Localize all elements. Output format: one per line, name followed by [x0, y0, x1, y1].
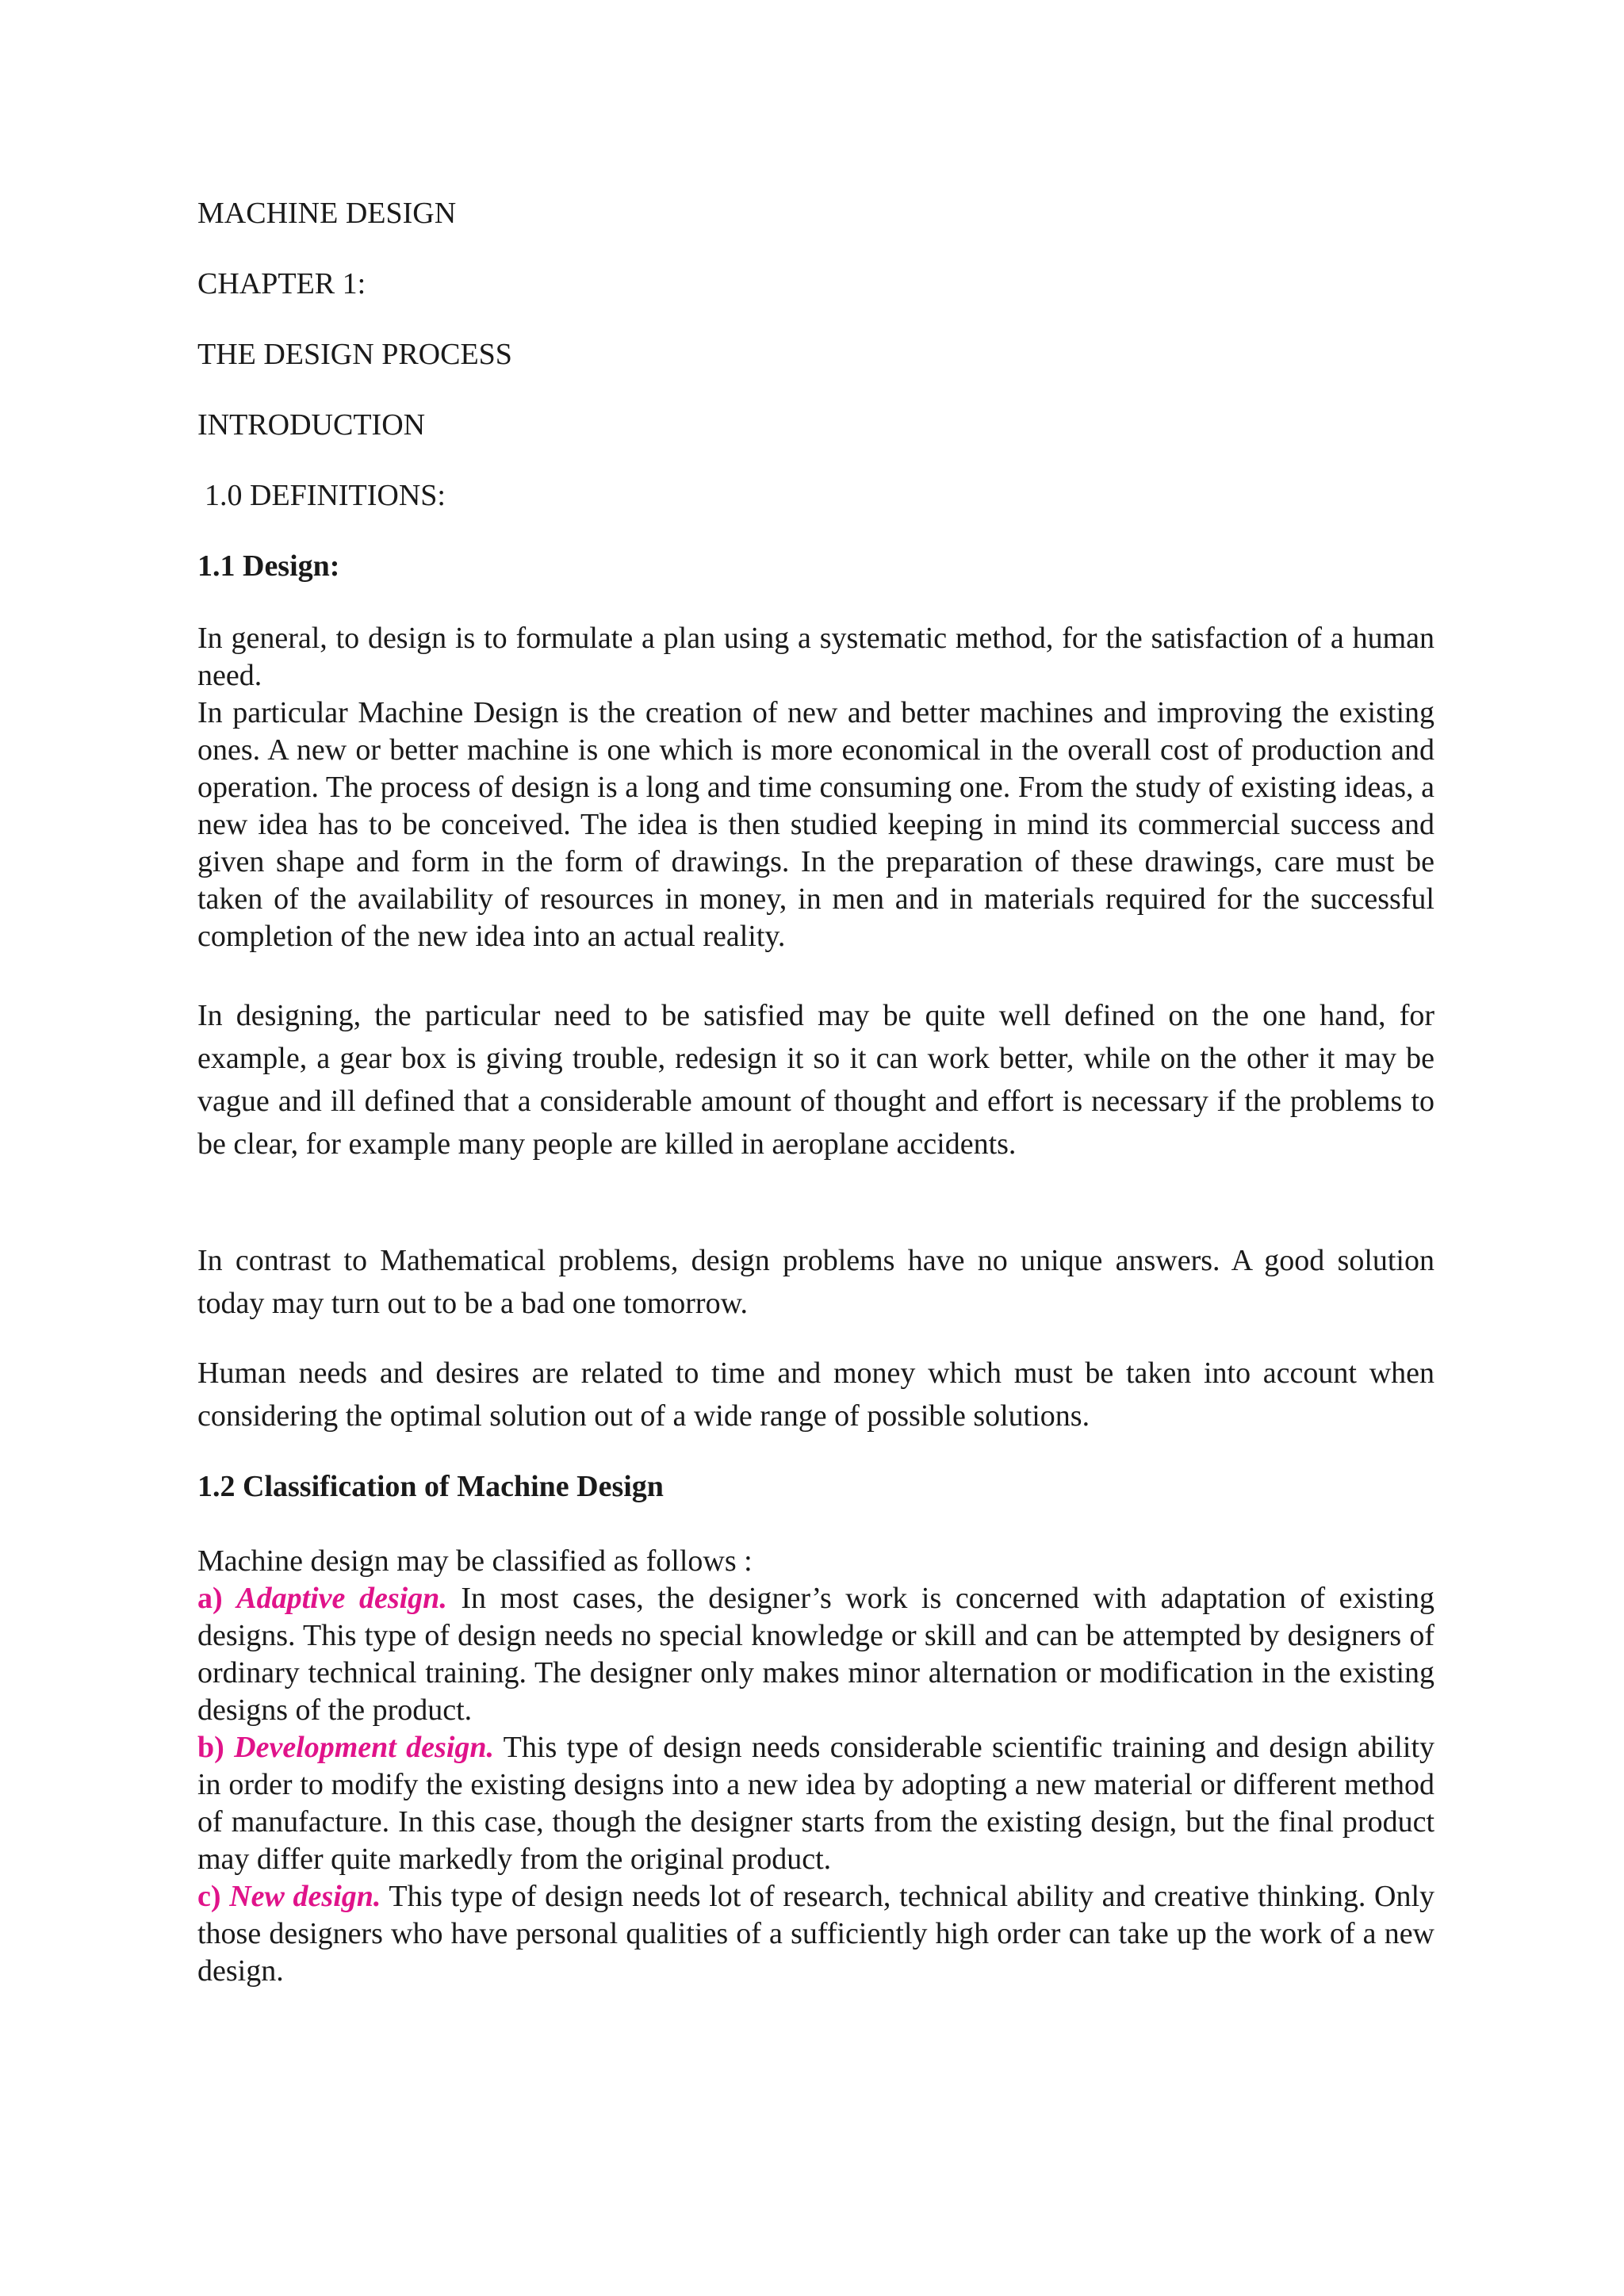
item-marker: a) — [197, 1582, 223, 1615]
paragraph-general-definition: In general, to design is to formulate a plan using a systematic method, for the satisfaction of a human need. — [197, 622, 1434, 692]
paragraph-contrast: In contrast to Mathematical problems, design problems have no unique answers. A good solution today may turn out to be a bad one tomorrow. — [197, 1244, 1434, 1320]
item-name: Adaptive design. — [236, 1582, 447, 1615]
item-text: This type of design needs lot of research, technical ability and creative thinking. Only those designers who have personal qualities of a sufficiently high order can take up the work of a new design. — [197, 1880, 1434, 1988]
item-lead — [197, 1582, 447, 1615]
introduction-heading: INTRODUCTION — [197, 408, 426, 442]
item-name: New design. — [229, 1880, 381, 1913]
classification-item-new — [197, 1878, 1434, 1990]
item-marker: b) — [197, 1731, 224, 1764]
chapter-number: CHAPTER 1: — [197, 267, 366, 300]
item-marker: c) — [197, 1880, 221, 1913]
classification-item-adaptive — [197, 1580, 1434, 1729]
item-lead — [197, 1731, 494, 1764]
section-heading-design: 1.1 Design: — [197, 549, 340, 583]
item-name: Development design. — [234, 1731, 495, 1764]
section-heading-classification: 1.2 Classification of Machine Design — [197, 1470, 664, 1503]
paragraph-machine-design: In particular Machine Design is the creation of new and better machines and improving the existing ones. A new or better machine is one which is more economical in the overall cost of production and operation. The process of design is a long and time consuming one. From the study of existing ideas, a new idea has to be conceived. The idea is then studied keeping in mind its commercial success and given shape and form in the form of drawings. In the preparation of these drawings, care must be taken of the availability of resources in money, in men and in materials required for the successful completion of the new idea into an actual reality. — [197, 696, 1434, 953]
chapter-title: THE DESIGN PROCESS — [197, 338, 512, 371]
paragraph-designing-need: In designing, the particular need to be satisfied may be quite well defined on the one hand, for example, a gear box is giving trouble, redesign it so it can work better, while on the other it may be vague and ill defined that a considerable amount of thought and effort is necessary if the problems to be clear, for example many people are killed in aeroplane accidents. — [197, 999, 1434, 1161]
item-lead — [197, 1880, 381, 1913]
item-text: This type of design needs considerable scientific training and design ability in order to modify the existing designs into a new idea by adopting a new material or different method of manufacture. In this case, though the designer starts from the existing design, but the final product may differ quite markedly from the original product. — [197, 1731, 1435, 1876]
document-title: MACHINE DESIGN — [197, 197, 457, 230]
definitions-heading: 1.0 DEFINITIONS: — [205, 479, 446, 512]
item-text: In most cases, the designer’s work is concerned with adaptation of existing designs. This type of design needs no special knowledge or skill and can be attempted by designers of ordinary technical training. The designer only makes minor alternation or modification in the existing designs of the product. — [197, 1582, 1434, 1727]
classification-intro: Machine design may be classified as follows : — [197, 1544, 753, 1578]
classification-item-development — [197, 1729, 1434, 1878]
paragraph-human-needs: Human needs and desires are related to time and money which must be taken into account when considering the optimal solution out of a wide range of possible solutions. — [197, 1357, 1434, 1433]
